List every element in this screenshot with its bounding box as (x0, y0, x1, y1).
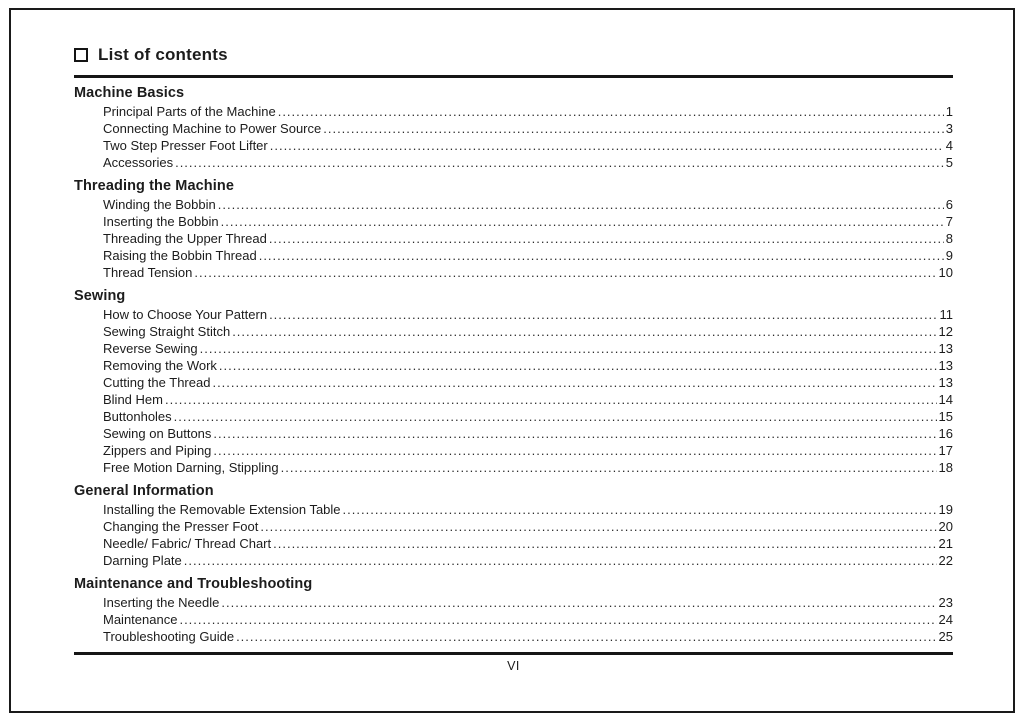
toc-entry (74, 357, 953, 374)
toc-leader-dots (343, 501, 937, 518)
toc-entry (74, 552, 953, 569)
toc-list (74, 84, 953, 645)
toc-entry (74, 518, 953, 535)
toc-entry-label: Sewing Straight Stitch (103, 324, 231, 339)
page-content (11, 10, 1013, 711)
toc-entry (74, 628, 953, 645)
toc-entry-label: Cutting the Thread (103, 375, 211, 390)
toc-entry-label: Installing the Removable Extension Table (103, 502, 341, 517)
toc-entry-page: 6 (945, 197, 953, 212)
section-heading: Machine Basics (74, 85, 185, 101)
toc-entry-page: 13 (938, 358, 953, 373)
toc-entry (74, 264, 953, 281)
toc-leader-dots (175, 154, 944, 171)
toc-entry-page: 25 (938, 629, 953, 644)
toc-entry (74, 535, 953, 552)
toc-entry-page: 1 (945, 104, 953, 119)
toc-leader-dots (270, 137, 944, 154)
page-title (74, 44, 953, 66)
toc-entry-page: 22 (938, 553, 953, 568)
toc-entry (74, 154, 953, 171)
toc-leader-dots (260, 518, 936, 535)
toc-leader-dots (273, 535, 936, 552)
toc-leader-dots (221, 213, 944, 230)
toc-leader-dots (278, 103, 944, 120)
toc-entry-page: 15 (938, 409, 953, 424)
toc-entry-label: Connecting Machine to Power Source (103, 121, 322, 136)
toc-entry (74, 196, 953, 213)
section-heading: General Information (74, 483, 214, 499)
toc-entry (74, 340, 953, 357)
toc-entry-page: 3 (945, 121, 953, 136)
toc-entry-page: 20 (938, 519, 953, 534)
toc-entry-page: 16 (938, 426, 953, 441)
toc-entry-label: Reverse Sewing (103, 341, 198, 356)
toc-entry-label: Removing the Work (103, 358, 217, 373)
toc-entry-label: Free Motion Darning, Stippling (103, 460, 279, 475)
toc-entry (74, 594, 953, 611)
toc-entry (74, 137, 953, 154)
toc-entry-page: 23 (938, 595, 953, 610)
toc-entry-page: 4 (945, 138, 953, 153)
toc-entry-label: Thread Tension (103, 265, 193, 280)
toc-entry-page: 12 (938, 324, 953, 339)
toc-entry-label: How to Choose Your Pattern (103, 307, 268, 322)
toc-entry-label: Principal Parts of the Machine (103, 104, 276, 119)
toc-leader-dots (221, 594, 936, 611)
toc-entry-label: Inserting the Needle (103, 595, 220, 610)
section-heading: Sewing (74, 288, 126, 304)
document-page (9, 8, 1015, 713)
toc-entry-label: Blind Hem (103, 392, 163, 407)
title-text: List of contents (98, 45, 228, 64)
checkbox-icon (74, 48, 88, 62)
toc-entry-label: Inserting the Bobbin (103, 214, 219, 229)
section-heading: Threading the Machine (74, 178, 235, 194)
toc-leader-dots (219, 357, 937, 374)
section-heading: Maintenance and Troubleshooting (74, 576, 313, 592)
toc-entry-label: Needle/ Fabric/ Thread Chart (103, 536, 272, 551)
toc-entry (74, 425, 953, 442)
toc-leader-dots (323, 120, 944, 137)
toc-entry-page: 17 (938, 443, 953, 458)
toc-entry-page: 7 (945, 214, 953, 229)
toc-leader-dots (236, 628, 936, 645)
toc-leader-dots (213, 425, 936, 442)
toc-entry (74, 459, 953, 476)
toc-entry (74, 103, 953, 120)
toc-entry (74, 501, 953, 518)
toc-entry-label: Darning Plate (103, 553, 182, 568)
toc-leader-dots (184, 552, 937, 569)
toc-leader-dots (179, 611, 936, 628)
toc-entry-label: Two Step Presser Foot Lifter (103, 138, 268, 153)
toc-entry (74, 391, 953, 408)
toc-entry-page: 24 (938, 612, 953, 627)
toc-leader-dots (174, 408, 937, 425)
toc-entry-label: Maintenance (103, 612, 178, 627)
toc-entry-label: Buttonholes (103, 409, 172, 424)
toc-leader-dots (281, 459, 937, 476)
toc-entry (74, 247, 953, 264)
toc-entry-label: Troubleshooting Guide (103, 629, 235, 644)
title-divider (74, 75, 953, 78)
toc-leader-dots (269, 230, 944, 247)
toc-entry-label: Sewing on Buttons (103, 426, 212, 441)
toc-entry (74, 120, 953, 137)
toc-leader-dots (213, 442, 936, 459)
page-footer (74, 652, 953, 673)
toc-entry-page: 11 (939, 307, 953, 322)
toc-entry-label: Zippers and Piping (103, 443, 212, 458)
toc-entry-page: 9 (945, 248, 953, 263)
toc-entry-page: 21 (938, 536, 953, 551)
toc-entry-page: 13 (938, 341, 953, 356)
toc-entry (74, 230, 953, 247)
toc-entry (74, 611, 953, 628)
toc-leader-dots (218, 196, 944, 213)
toc-entry-label: Raising the Bobbin Thread (103, 248, 257, 263)
page-number: VI (507, 659, 520, 673)
toc-leader-dots (269, 306, 937, 323)
toc-entry-label: Accessories (103, 155, 174, 170)
toc-entry-label: Changing the Presser Foot (103, 519, 259, 534)
toc-leader-dots (165, 391, 937, 408)
toc-entry-page: 18 (938, 460, 953, 475)
toc-leader-dots (259, 247, 944, 264)
toc-entry (74, 408, 953, 425)
toc-entry-page: 5 (945, 155, 953, 170)
toc-entry-page: 14 (938, 392, 953, 407)
toc-leader-dots (194, 264, 936, 281)
toc-entry (74, 374, 953, 391)
footer-divider (74, 652, 953, 655)
toc-entry (74, 442, 953, 459)
toc-entry-label: Winding the Bobbin (103, 197, 216, 212)
toc-leader-dots (200, 340, 937, 357)
toc-entry-page: 10 (938, 265, 953, 280)
toc-entry-page: 19 (938, 502, 953, 517)
toc-entry (74, 306, 953, 323)
toc-entry (74, 323, 953, 340)
toc-entry-page: 13 (938, 375, 953, 390)
toc-entry-label: Threading the Upper Thread (103, 231, 267, 246)
toc-leader-dots (212, 374, 936, 391)
toc-entry (74, 213, 953, 230)
toc-leader-dots (232, 323, 936, 340)
toc-entry-page: 8 (945, 231, 953, 246)
